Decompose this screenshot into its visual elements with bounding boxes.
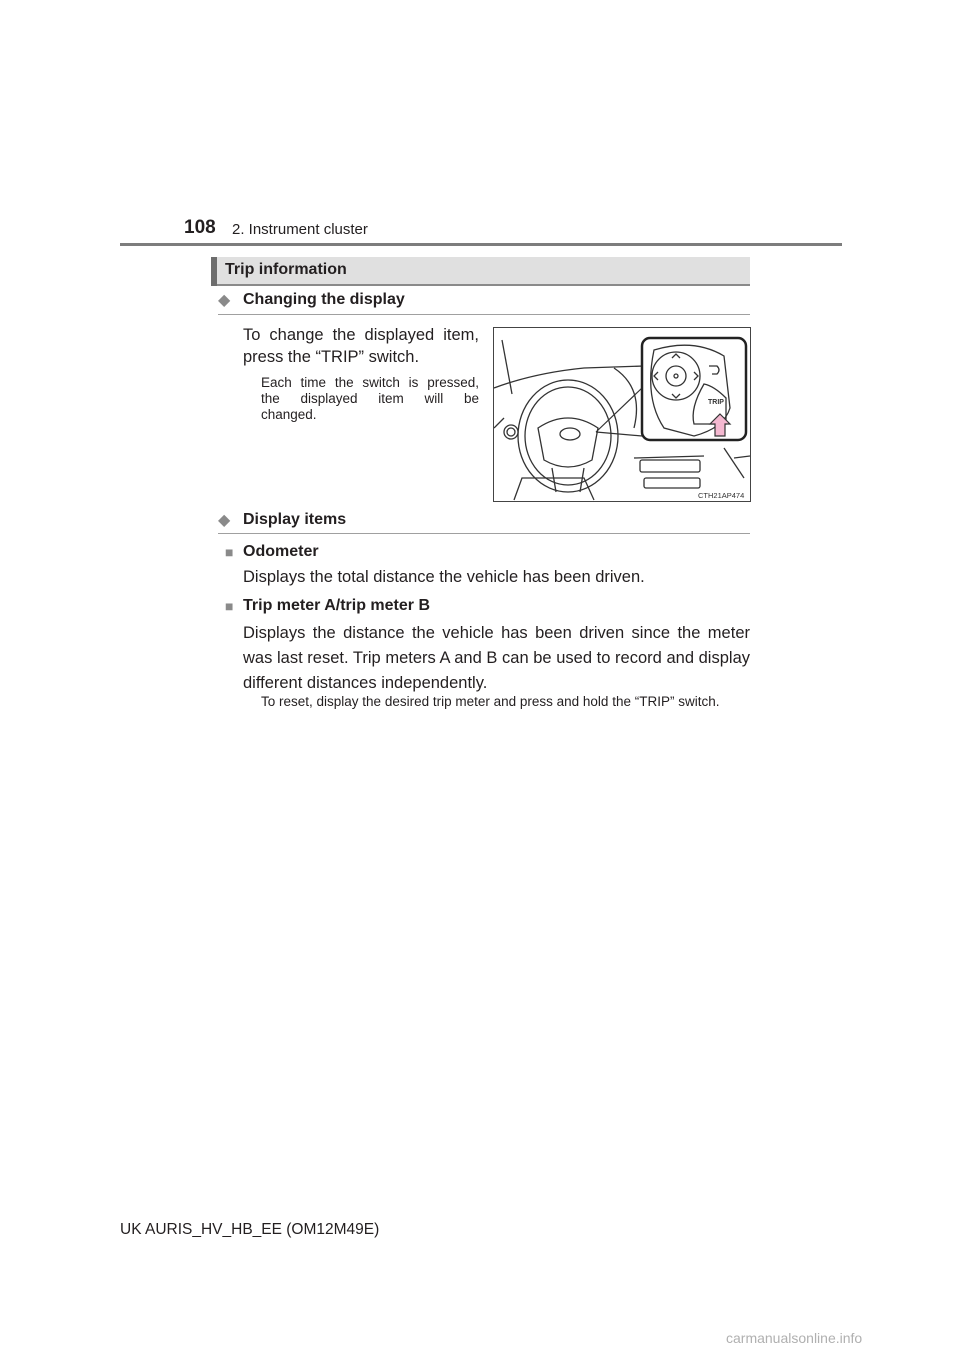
subsection-heading-display-items: Display items xyxy=(243,511,347,528)
header-rule xyxy=(120,243,842,246)
odometer-title: Odometer xyxy=(243,543,319,560)
instruction-line-1: To change the displayed item, xyxy=(243,326,479,344)
note-line-2: the displayed item will be xyxy=(261,391,479,406)
square-bullet-icon: ■ xyxy=(225,544,234,560)
note-line-3: changed. xyxy=(261,407,317,422)
manual-code: UK AURIS_HV_HB_EE (OM12M49E) xyxy=(120,1221,380,1238)
section-header-bar xyxy=(211,257,750,286)
chapter-title: 2. Instrument cluster xyxy=(232,221,368,238)
page-number: 108 xyxy=(184,217,216,238)
subsection-heading-changing-display: Changing the display xyxy=(243,291,405,308)
note-line-1: Each time the switch is pressed, xyxy=(261,375,479,390)
instruction-line-2: press the “TRIP” switch. xyxy=(243,348,420,366)
square-bullet-icon: ■ xyxy=(225,598,234,614)
subsection-rule xyxy=(218,533,750,534)
odometer-description: Displays the total distance the vehicle has been driven. xyxy=(243,568,645,586)
trip-meter-description: Displays the distance the vehicle has been driven since the meter was last reset. Trip meters A and B can be used to record and display different distances independently. xyxy=(243,624,750,692)
subsection-rule xyxy=(218,314,750,315)
steering-wheel-diagram-icon xyxy=(494,328,750,501)
figure-code: CTH21AP474 xyxy=(698,491,745,500)
trip-switch-label: TRIP xyxy=(708,399,724,406)
section-accent xyxy=(211,257,217,286)
instruction-text xyxy=(243,324,479,368)
trip-meter-title: Trip meter A/trip meter B xyxy=(243,597,431,614)
diamond-bullet-icon: ◆ xyxy=(218,512,231,529)
section-title: Trip information xyxy=(225,261,347,278)
diamond-bullet-icon: ◆ xyxy=(218,292,231,309)
steering-wheel-switch-illustration xyxy=(493,327,751,502)
watermark: carmanualsonline.info xyxy=(726,1330,863,1346)
instruction-note xyxy=(261,375,479,423)
trip-meter-note: To reset, display the desired trip meter and press and hold the “TRIP” switch. xyxy=(261,694,720,709)
